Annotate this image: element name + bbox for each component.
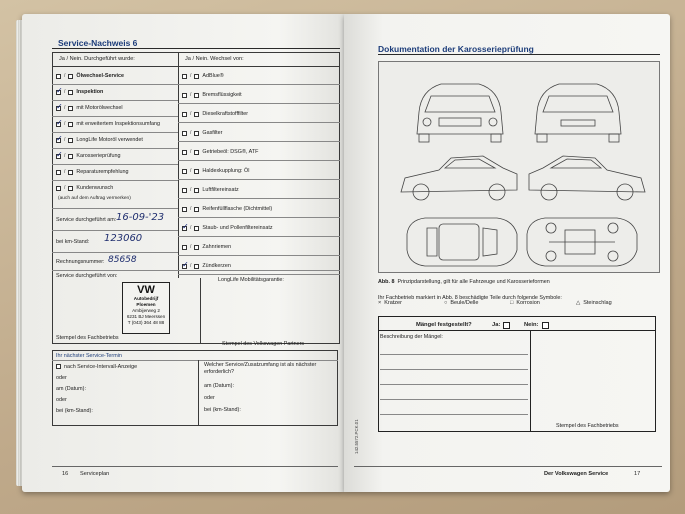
row-rule [178, 198, 340, 199]
symbol-label: Steinschlag [583, 300, 612, 306]
check-item-label: Gasfilter [202, 130, 223, 136]
title-rule-right [378, 54, 660, 55]
separator: / [190, 92, 192, 98]
right-page [344, 14, 670, 492]
separator: / [190, 187, 192, 193]
next-service-field: oder [204, 395, 215, 401]
separator: / [190, 130, 192, 136]
stamp-label-right: Stempel des Volkswagen Partners [222, 341, 305, 347]
next-service-field [56, 405, 93, 416]
km-label: bei km-Stand: [56, 239, 90, 245]
left-check-item [56, 148, 120, 164]
check-item-label: Kundenwunsch [76, 185, 114, 191]
symbol-item [444, 300, 478, 306]
check-item-label: Staub- und Pollenfiltereinsatz [202, 225, 273, 231]
defects-yes-checkbox[interactable] [503, 322, 510, 329]
next-service-field [56, 361, 137, 372]
right-check-item [182, 87, 242, 103]
left-check-item [56, 100, 123, 116]
right-check-item [182, 201, 272, 217]
defects-yes [492, 317, 510, 333]
right-check-item [182, 106, 248, 122]
row-rule [178, 236, 340, 237]
symbol-glyph: ○ [444, 300, 448, 306]
stamp-divider [200, 278, 201, 344]
next-service-field: bei (km-Stand): [204, 407, 241, 413]
no-checkbox[interactable] [68, 154, 73, 159]
no-checkbox[interactable] [194, 131, 199, 136]
no-checkbox[interactable] [194, 150, 199, 155]
defects-yes-label: Ja: [492, 322, 501, 328]
check-item-label: Reifenfüllflasche (Dichtmittel) [202, 206, 273, 212]
km-value: 123060 [104, 233, 143, 244]
yes-checkbox[interactable] [182, 207, 187, 212]
no-checkbox[interactable] [68, 90, 73, 95]
car-underbody-view [527, 218, 637, 266]
field-label: oder [56, 374, 67, 381]
field-label: oder [56, 396, 67, 403]
right-check-item [182, 239, 231, 255]
footer-label-left: Serviceplan [80, 471, 110, 477]
yes-checkbox[interactable] [56, 138, 61, 143]
check-item-label: AdBlue® [202, 73, 224, 79]
no-checkbox[interactable] [194, 93, 199, 98]
service-by-label: Service durchgeführt von: [56, 273, 118, 279]
rule-1 [52, 208, 178, 209]
footer-rule-right [354, 466, 662, 467]
car-diagram [378, 61, 660, 273]
no-checkbox[interactable] [194, 169, 199, 174]
description-line [380, 354, 528, 355]
no-checkbox[interactable] [194, 245, 199, 250]
service-booklet [22, 14, 670, 492]
check-item-label: Haldexkupplung: Öl [202, 168, 250, 174]
no-checkbox[interactable] [194, 188, 199, 193]
defects-no-checkbox[interactable] [542, 322, 549, 329]
defects-no [524, 317, 549, 333]
yes-checkbox[interactable] [56, 154, 61, 159]
left-check-item [56, 68, 124, 84]
page-title-right: Dokumentation der Karosserieprüfung [378, 44, 534, 54]
footer-rule-left [52, 466, 338, 467]
next-service-title: Ihr nächster Service-Termin [56, 353, 122, 359]
separator: / [190, 225, 192, 231]
symbol-item [510, 300, 540, 306]
no-checkbox[interactable] [68, 138, 73, 143]
yes-checkbox[interactable] [182, 188, 187, 193]
service-date-label: Service durchgeführt am: [56, 217, 117, 223]
description-line [380, 414, 528, 415]
right-check-item [182, 125, 222, 141]
separator: / [64, 169, 66, 175]
check-item-label: LongLife Motoröl verwendet [76, 137, 143, 143]
figure-caption [378, 274, 550, 290]
yes-checkbox[interactable] [56, 90, 61, 95]
next-divider [198, 360, 199, 426]
no-checkbox[interactable] [68, 106, 73, 111]
no-checkbox[interactable] [194, 207, 199, 212]
car-side-view-right [529, 156, 645, 200]
separator: / [64, 121, 66, 127]
check-item-label: Bremsflüssigkeit [202, 92, 242, 98]
no-checkbox[interactable] [68, 122, 73, 127]
field-label: bei (km-Stand): [56, 407, 93, 414]
left-check-item [56, 116, 160, 132]
mark-instructions: Ihr Fachbetrieb markiert in Abb. 8 beschädigte Teile durch folgende Symbole: [378, 295, 562, 301]
check-item-label: Karosserieprüfung [76, 153, 121, 159]
rule-2 [52, 230, 178, 231]
row-rule [178, 255, 340, 256]
defects-no-label: Nein: [524, 322, 539, 328]
next-service-field [56, 372, 67, 383]
row-rule [178, 217, 340, 218]
kundenwunsch-sub: (auch auf dem Auftrag vermerken) [58, 195, 131, 201]
next-service-right-head: Welcher Service/Zusatzumfang ist als nächster erforderlich? [204, 362, 317, 375]
page-title-left: Service-Nachweis 6 [58, 38, 138, 48]
separator: / [190, 149, 192, 155]
yes-checkbox[interactable] [182, 150, 187, 155]
description-line [380, 384, 528, 385]
description-label: Beschreibung der Mängel: [380, 334, 443, 340]
check-item-label: Ölwechsel-Service [76, 73, 125, 79]
symbol-glyph: △ [576, 300, 581, 306]
no-checkbox[interactable] [194, 264, 199, 269]
right-check-item [182, 68, 224, 84]
no-checkbox[interactable] [68, 74, 73, 79]
stamp-label-right-page: Stempel des Fachbetriebs [556, 423, 619, 429]
right-check-item [182, 163, 249, 179]
right-check-item [182, 144, 258, 160]
left-check-item [56, 84, 103, 100]
car-side-view-left [401, 156, 517, 200]
symbol-label: Korrosion [516, 300, 540, 306]
check-item-label: Inspektion [76, 89, 104, 95]
description-line [380, 399, 528, 400]
right-check-item [182, 182, 239, 198]
page-number-left: 16 [62, 471, 69, 477]
separator: / [190, 244, 192, 250]
check-item-label: Luftfiltereinsatz [202, 187, 239, 193]
yes-checkbox[interactable] [182, 226, 187, 231]
field-label: nach Service-Intervall-Anzeige [64, 363, 138, 370]
yes-checkbox[interactable] [56, 122, 61, 127]
separator: / [190, 206, 192, 212]
yes-checkbox[interactable] [182, 112, 187, 117]
left-column-head: Ja / Nein. Durchgeführt wurde: [59, 56, 135, 62]
mobility-label: LongLife Mobilitätsgarantie: [218, 277, 284, 283]
left-check-item [56, 132, 143, 148]
yes-checkbox[interactable] [182, 131, 187, 136]
symbol-glyph: × [378, 300, 382, 306]
car-front-view [417, 84, 503, 142]
check-item-label: Zahnriemen [202, 244, 232, 250]
car-outline-drawing [379, 62, 661, 274]
yes-checkbox[interactable] [182, 245, 187, 250]
description-line [380, 369, 528, 370]
side-code: 142.5572.PCK.01 [354, 419, 359, 454]
title-rule [52, 48, 340, 49]
defects-label: Mängel festgestellt? [416, 322, 472, 328]
symbol-item [378, 300, 402, 306]
row-rule [178, 179, 340, 180]
check-item-label: mit Motorölwechsel [76, 105, 123, 111]
yes-checkbox[interactable] [182, 169, 187, 174]
invoice-value: 85658 [108, 255, 137, 265]
defects-divider [530, 330, 531, 432]
row-rule [178, 103, 340, 104]
grid-head-rule [52, 66, 340, 67]
separator: / [64, 185, 66, 191]
no-checkbox[interactable] [194, 112, 199, 117]
symbol-label: Kratzer [384, 300, 402, 306]
row-rule [178, 84, 340, 85]
separator: / [64, 89, 66, 95]
yes-checkbox[interactable] [182, 74, 187, 79]
rule-3 [52, 252, 178, 253]
interval-checkbox[interactable] [56, 364, 61, 369]
grid-divider [178, 52, 179, 278]
no-checkbox[interactable] [68, 170, 73, 175]
separator: / [190, 73, 192, 79]
symbol-glyph: □ [510, 300, 514, 306]
no-checkbox[interactable] [194, 226, 199, 231]
yes-checkbox[interactable] [56, 106, 61, 111]
right-check-item [182, 220, 273, 236]
symbol-item [576, 300, 612, 306]
separator: / [64, 73, 66, 79]
figure-caption-prefix: Abb. 8 [378, 279, 395, 285]
check-item-label: Reparaturempfehlung [76, 169, 129, 175]
next-service-field [56, 383, 86, 394]
separator: / [64, 137, 66, 143]
stamp-label-left: Stempel des Fachbetriebs [56, 335, 119, 341]
service-date-value: 16-09-'23 [116, 212, 165, 223]
yes-checkbox[interactable] [182, 264, 187, 269]
figure-caption-text: Prinzipdarstellung, gilt für alle Fahrzeuge und Karosserieformen [397, 279, 550, 285]
dealer-stamp: VW Autobedrijf Ploemen Ambijerweg 2 6231 BJ Meerssen T (043) 364 48 88 [122, 282, 170, 334]
field-label: am (Datum): [56, 385, 86, 392]
yes-checkbox[interactable] [56, 170, 61, 175]
left-check-item [56, 164, 129, 180]
check-item-label: Dieselkraftstofffilter [202, 111, 249, 117]
page-number-right: 17 [634, 471, 641, 477]
car-rear-view [535, 84, 621, 142]
separator: / [64, 153, 66, 159]
separator: / [190, 111, 192, 117]
invoice-label: Rechnungsnummer: [56, 259, 105, 265]
yes-checkbox[interactable] [56, 74, 61, 79]
no-checkbox[interactable] [194, 74, 199, 79]
separator: / [190, 263, 192, 269]
separator: / [64, 105, 66, 111]
row-rule [178, 141, 340, 142]
left-page [22, 14, 344, 492]
check-item-label: mit erweitertem Inspektionsumfang [76, 121, 160, 127]
check-item-label: Getriebeöl: DSG®, ATF [202, 149, 259, 155]
right-column-head: Ja / Nein. Wechsel von: [185, 56, 244, 62]
check-item-label: Zündkerzen [202, 263, 231, 269]
next-service-field: am (Datum): [204, 383, 234, 389]
row-rule [178, 160, 340, 161]
next-service-field [56, 394, 67, 405]
row-rule [178, 122, 340, 123]
symbol-label: Beule/Delle [450, 300, 479, 306]
footer-label-right: Der Volkswagen Service [544, 471, 609, 477]
yes-checkbox[interactable] [182, 93, 187, 98]
car-top-view [407, 218, 517, 266]
separator: / [190, 168, 192, 174]
